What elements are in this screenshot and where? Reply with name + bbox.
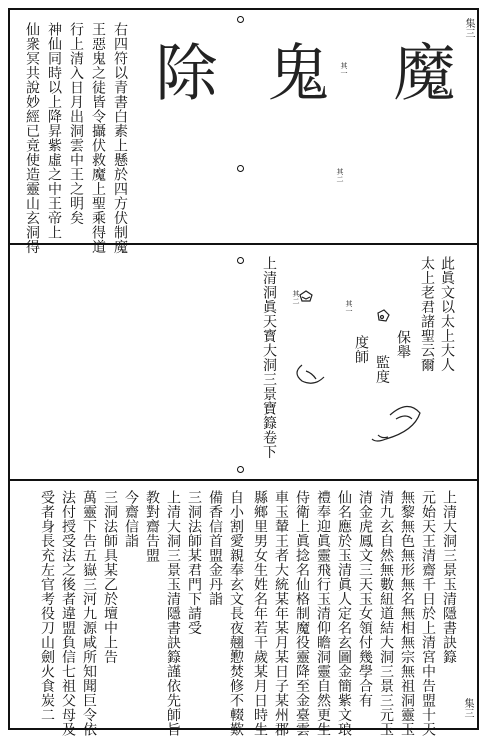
sponsor-label: 監度 [374, 355, 390, 384]
text-column: 教對齋告盟 [144, 490, 160, 563]
page-marker: 集三 [462, 698, 473, 718]
seal-label: 其二 [336, 168, 344, 183]
text-column: 太上老君諸聖云爾 [419, 256, 435, 372]
text-column: 清九玄自然無數紐道結大洞三景三元玉 [378, 490, 394, 737]
page-marker: 集三 [463, 18, 474, 38]
text-column: 上清大洞三景玉清隱書訣籙謹依先師旨 [165, 490, 181, 737]
text-column: 禮奉迎眞靈飛行玉清仰瞻洞靈自然更生 [315, 490, 331, 737]
text-column: 今齋信詣 [123, 490, 139, 548]
text-column: 清金虎鳳文三天玉女領付幾學合有 [357, 490, 373, 708]
text-column: 元始天王清齋千日於上清宮中告盟十天 [420, 490, 436, 737]
text-column: 法付授受法之後者違盟負信七祖父母及 [60, 490, 76, 737]
text-column: 三洞法師某君門下請受 [186, 490, 202, 635]
text-column: 右四符以青書白素上懸於四方伏制魔 [112, 22, 128, 254]
volume-title: 上清洞眞天寳大洞三景寶籙卷下 [261, 256, 277, 459]
text-column: 行上清入日月出洞雲中王之明矣 [68, 22, 84, 225]
text-column: 縣鄉里男女生姓名年若干歲某月日時生 [252, 490, 268, 737]
text-column: 無黎無色無形無名無相無宗無祖洞靈玉 [399, 490, 415, 737]
talisman-drawing [282, 285, 422, 475]
talisman-label: 其一 [345, 300, 353, 315]
text-column: 備香信首盟金丹詣 [207, 490, 223, 606]
sponsor-label: 保舉 [395, 330, 411, 359]
seal-glyph: 鬼 [257, 40, 330, 98]
text-column: 王惡鬼之徒皆令攝伏救魔上聖乘得道 [90, 22, 106, 254]
seal-glyph: 魔 [383, 40, 456, 98]
seal-label: 其一 [340, 62, 348, 77]
text-column: 仙名應於玉清眞人定名玄圖金簡紫文琅 [336, 490, 352, 737]
text-column: 仙衆冥共說妙經已竟使造靈山玄洞得 [24, 22, 40, 254]
seal-glyph: 除 [145, 40, 218, 98]
text-column: 萬靈下告五嶽三河九源咸所知聞巨令依 [81, 490, 97, 737]
talisman-label: 其二 [292, 290, 300, 305]
text-column: 自小割愛親奉玄文長夜翹懃焚修不輟歎 [228, 490, 244, 737]
text-column: 上清大洞三景玉清隱書訣籙 [441, 490, 457, 664]
text-column: 神仙同時以上降昇紫虛之中王帝上 [46, 22, 62, 240]
text-column: 受者身長充左官考役刀山劍火食炭二 [39, 490, 55, 722]
binding-hole [237, 16, 244, 23]
text-column: 侍衛上眞捻名仙格制魔役靈降至金臺雲 [294, 490, 310, 737]
sponsor-label: 度師 [353, 335, 369, 364]
binding-hole [237, 466, 244, 473]
text-column: 此眞文以太上大人 [439, 256, 455, 372]
text-column: 車玉輦王者大統某年某月某日子某州郡 [273, 490, 289, 737]
panel-divider-top [8, 243, 479, 245]
panel-divider-bottom [8, 479, 479, 481]
binding-hole [237, 165, 244, 172]
binding-hole [237, 257, 244, 264]
text-column: 三洞法師具某乙於壇中上告 [102, 490, 118, 664]
